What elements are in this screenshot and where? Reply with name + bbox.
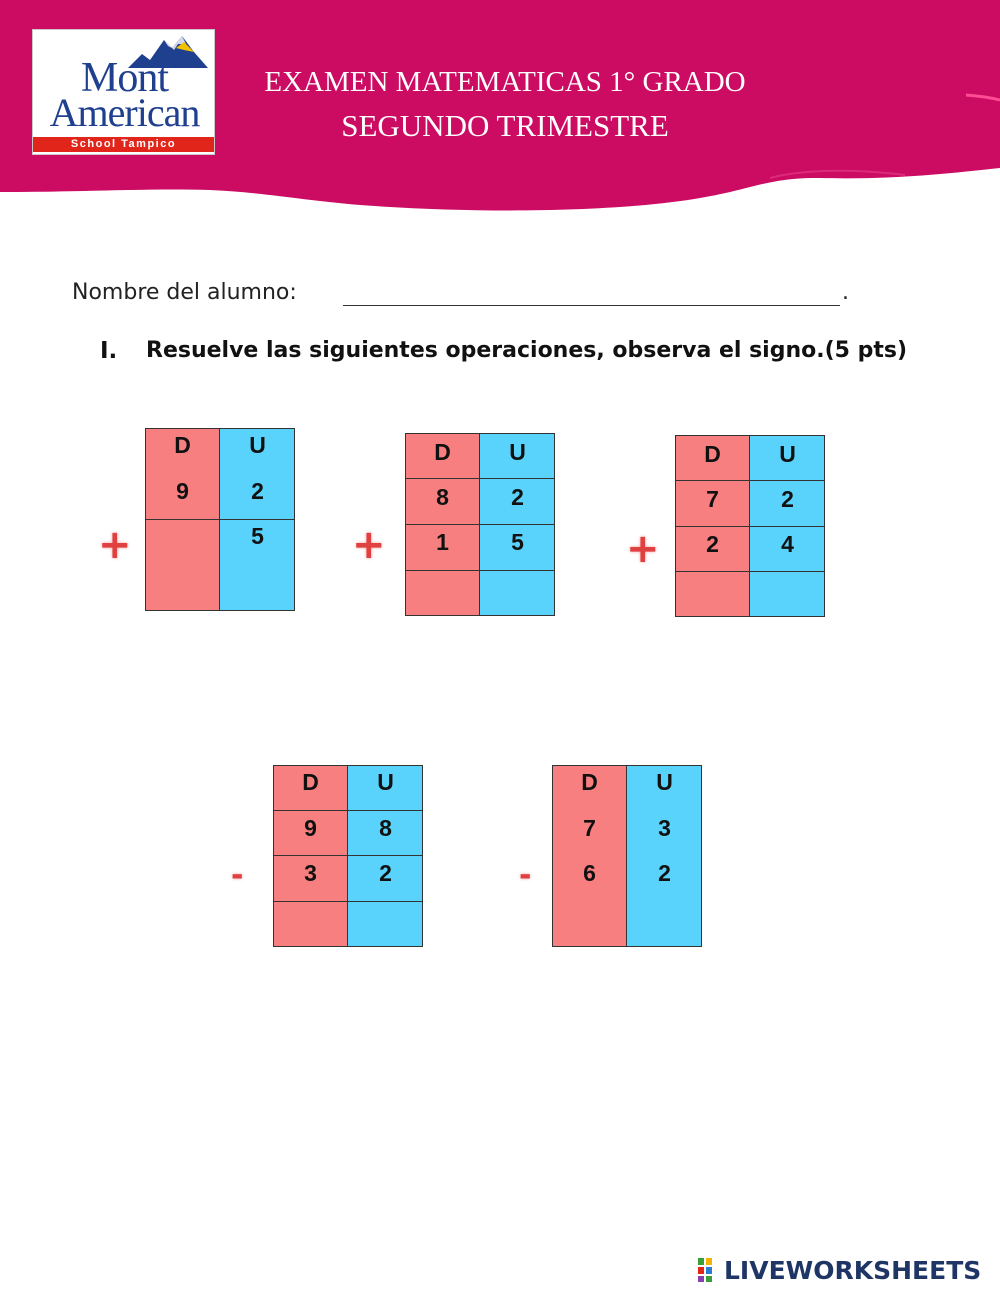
student-name-input-line[interactable]	[343, 305, 840, 306]
bottom-tens: 2	[706, 531, 719, 557]
grid-frame	[405, 433, 555, 616]
header-tens: D	[581, 769, 598, 795]
header-units: U	[656, 769, 673, 795]
plus-sign: +	[352, 522, 386, 568]
top-units: 2	[511, 484, 524, 510]
student-name-label: Nombre del alumno:	[72, 280, 297, 305]
plus-sign: +	[626, 526, 660, 572]
top-tens: 9	[304, 815, 317, 841]
school-logo	[32, 29, 215, 155]
grid-frame	[273, 765, 423, 947]
header-units: U	[377, 769, 394, 795]
exercise-4	[273, 765, 424, 947]
header-tens: D	[704, 441, 721, 467]
bottom-tens: 6	[583, 860, 596, 886]
instruction-number: I.	[100, 338, 118, 364]
top-units: 2	[781, 486, 794, 512]
logo-text-mont: Mont	[80, 55, 168, 101]
bottom-units: 5	[251, 523, 264, 549]
logo-strip: School Tampico	[33, 137, 214, 152]
bottom-units: 4	[781, 531, 794, 557]
header-units: U	[249, 432, 266, 458]
liveworksheets-logo-icon	[698, 1258, 720, 1282]
top-tens: 8	[436, 484, 449, 510]
header-tens: D	[434, 439, 451, 465]
exam-subtitle: SEGUNDO TRIMESTRE	[341, 108, 669, 143]
bottom-units: 5	[511, 529, 524, 555]
logo-text-american: American	[49, 90, 200, 135]
grid-frame	[552, 765, 702, 947]
top-tens: 9	[176, 478, 189, 504]
top-units: 8	[379, 815, 392, 841]
top-tens: 7	[583, 815, 596, 841]
top-units: 2	[251, 478, 264, 504]
exercise-2	[405, 433, 555, 616]
bottom-units: 2	[379, 860, 392, 886]
bottom-units: 2	[658, 860, 671, 886]
grid-frame	[145, 428, 295, 611]
header-tens: D	[302, 769, 319, 795]
liveworksheets-brand: LIVEWORKSHEETS	[724, 1256, 982, 1285]
top-tens: 7	[706, 486, 719, 512]
minus-sign: -	[519, 858, 532, 893]
plus-sign: +	[98, 522, 132, 568]
header-units: U	[779, 441, 796, 467]
exercise-3	[675, 435, 825, 617]
exercise-5	[552, 765, 703, 947]
bottom-tens: 1	[436, 529, 449, 555]
top-units: 3	[658, 815, 671, 841]
student-name-end: .	[842, 280, 849, 305]
header-tens: D	[174, 432, 191, 458]
instruction-text: Resuelve las siguientes operaciones, observa el signo.(5 pts)	[146, 338, 908, 363]
grid-frame	[675, 435, 825, 617]
bottom-tens: 3	[304, 860, 317, 886]
header-units: U	[509, 439, 526, 465]
exercise-1	[145, 428, 295, 611]
exam-title: EXAMEN MATEMATICAS 1° GRADO	[264, 66, 746, 98]
minus-sign: -	[231, 858, 244, 893]
